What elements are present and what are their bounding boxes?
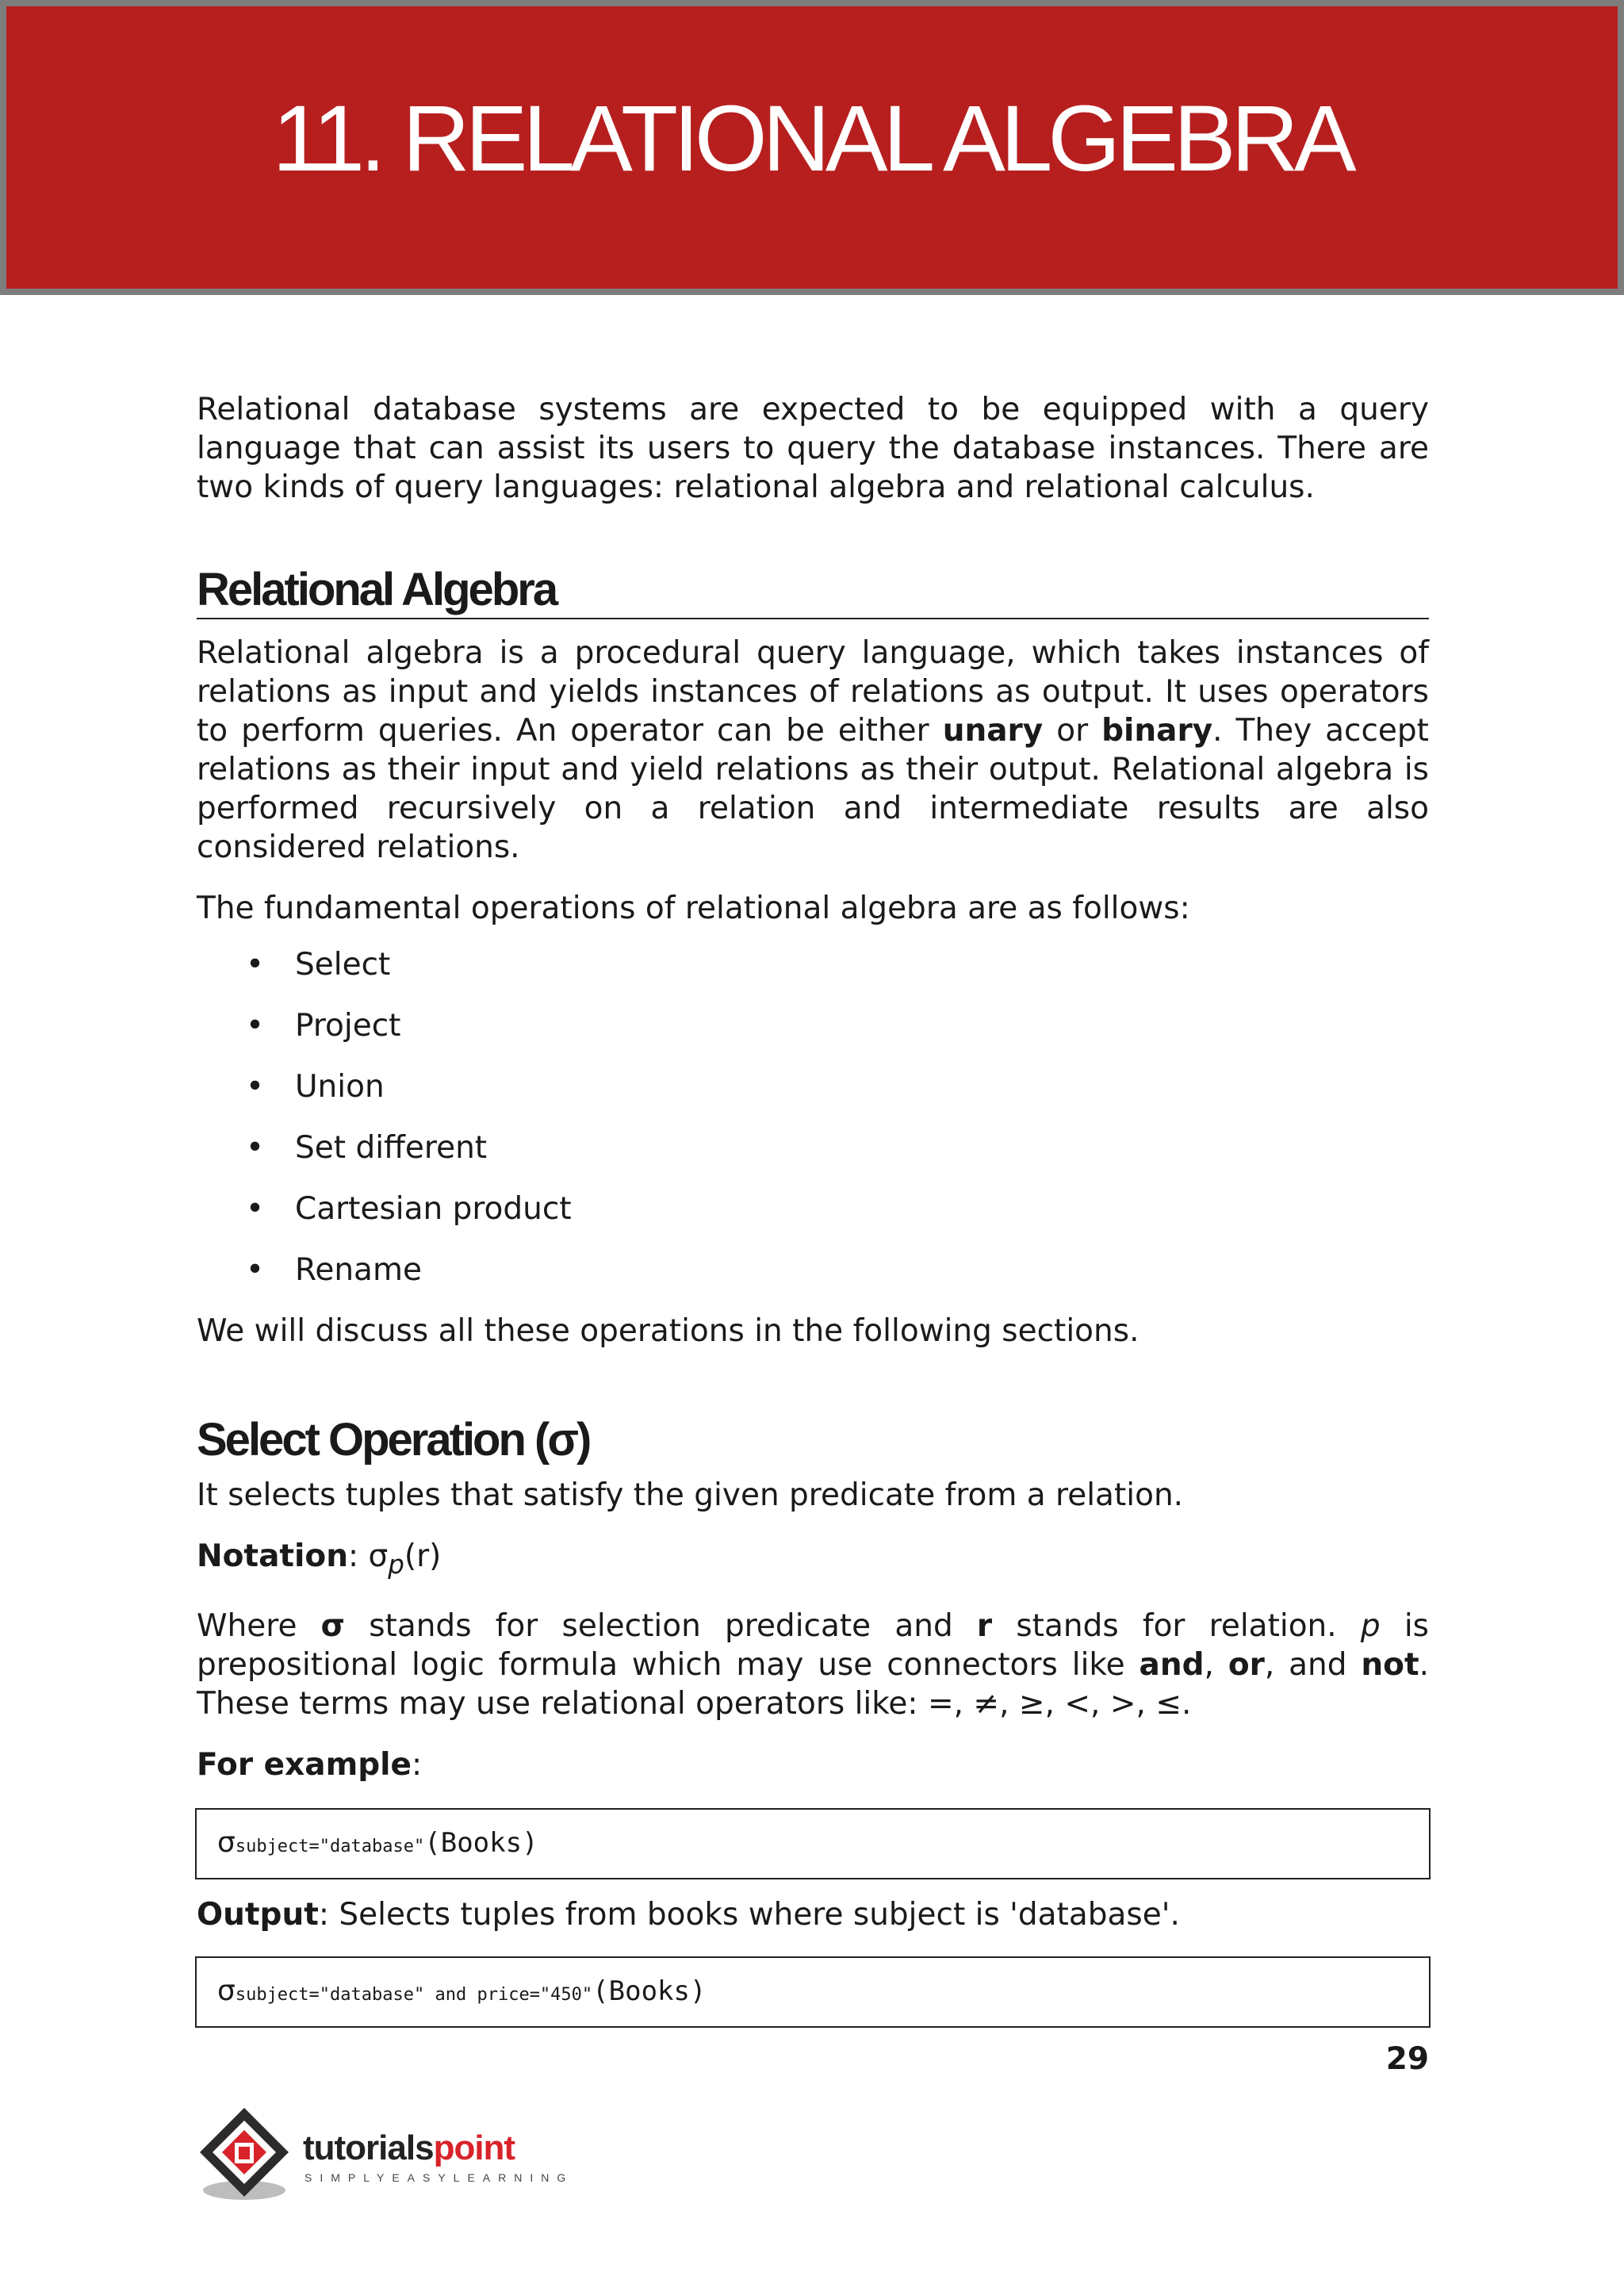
chapter-banner <box>0 0 1624 295</box>
list-item: • Project <box>246 1008 401 1044</box>
operations-list <box>197 945 1429 1289</box>
page-number: 29 <box>1385 2041 1429 2077</box>
tutorialspoint-logo <box>195 2102 576 2213</box>
relational-algebra-paragraph: Relational algebra is a procedural query language, which takes instances of relations as input and yields instances of relations as output. It uses operators to perform queries. An operator can be either unary or binary. They accept relations as their input and yield relations as their output. Relational algebra is performed recursively on a relation and intermediate results are also considered relations. <box>197 635 1429 865</box>
operations-intro: The fundamental operations of relational algebra are as follows: <box>197 891 1190 926</box>
page-content <box>197 390 1429 2028</box>
code-example-1: σsubject="database"(Books) <box>195 1808 1431 1879</box>
logo-tagline: SIMPLYEASYLEARNING <box>304 2171 574 2184</box>
list-item: • Union <box>246 1069 385 1105</box>
example-label: For example: <box>197 1746 423 1783</box>
code-example-2: σsubject="database" and price="450"(Books) <box>195 1956 1431 2028</box>
notation-line: Notation: $\sigma_p(r)$ <box>197 1538 442 1580</box>
logo-wordmark: tutorialspoint <box>303 2128 515 2167</box>
bullet-icon: • <box>246 1252 265 1288</box>
section-heading-relational-algebra: Relational Algebra <box>197 562 1429 619</box>
bullet-icon: • <box>246 1069 265 1105</box>
logo-diamond-icon <box>195 2102 298 2213</box>
operations-outro: We will discuss all these operations in the following sections. <box>197 1313 1139 1349</box>
list-item: • Rename <box>246 1252 422 1288</box>
term-binary: binary <box>1101 713 1213 749</box>
intro-paragraph: Relational database systems are expected to be equipped with a query language that can assist its users to query the database instances. There are two kinds of query languages: relational algebra and relational calculus. <box>197 392 1429 505</box>
list-item: • Cartesian product <box>246 1191 572 1227</box>
chapter-title: 11. RELATIONAL ALGEBRA <box>272 86 1352 191</box>
bullet-icon: • <box>246 947 265 983</box>
bullet-icon: • <box>246 1130 265 1166</box>
section-heading-select-operation: Select Operation (σ) <box>197 1414 590 1466</box>
where-paragraph: Where σ stands for selection predicate and r stands for relation. p is prepositional logic formula which may use connectors like and, or, and not. These terms may use relational operators like: =, ≠, ≥, <, >, ≤. <box>197 1607 1429 1722</box>
list-item: • Select <box>246 947 391 983</box>
term-unary: unary <box>942 713 1044 749</box>
list-item: • Set different <box>246 1130 488 1166</box>
bullet-icon: • <box>246 1191 265 1227</box>
output-line: Output: Selects tuples from books where subject is 'database'. <box>197 1896 1180 1933</box>
bullet-icon: • <box>246 1008 265 1044</box>
select-description: It selects tuples that satisfy the given predicate from a relation. <box>197 1477 1184 1513</box>
